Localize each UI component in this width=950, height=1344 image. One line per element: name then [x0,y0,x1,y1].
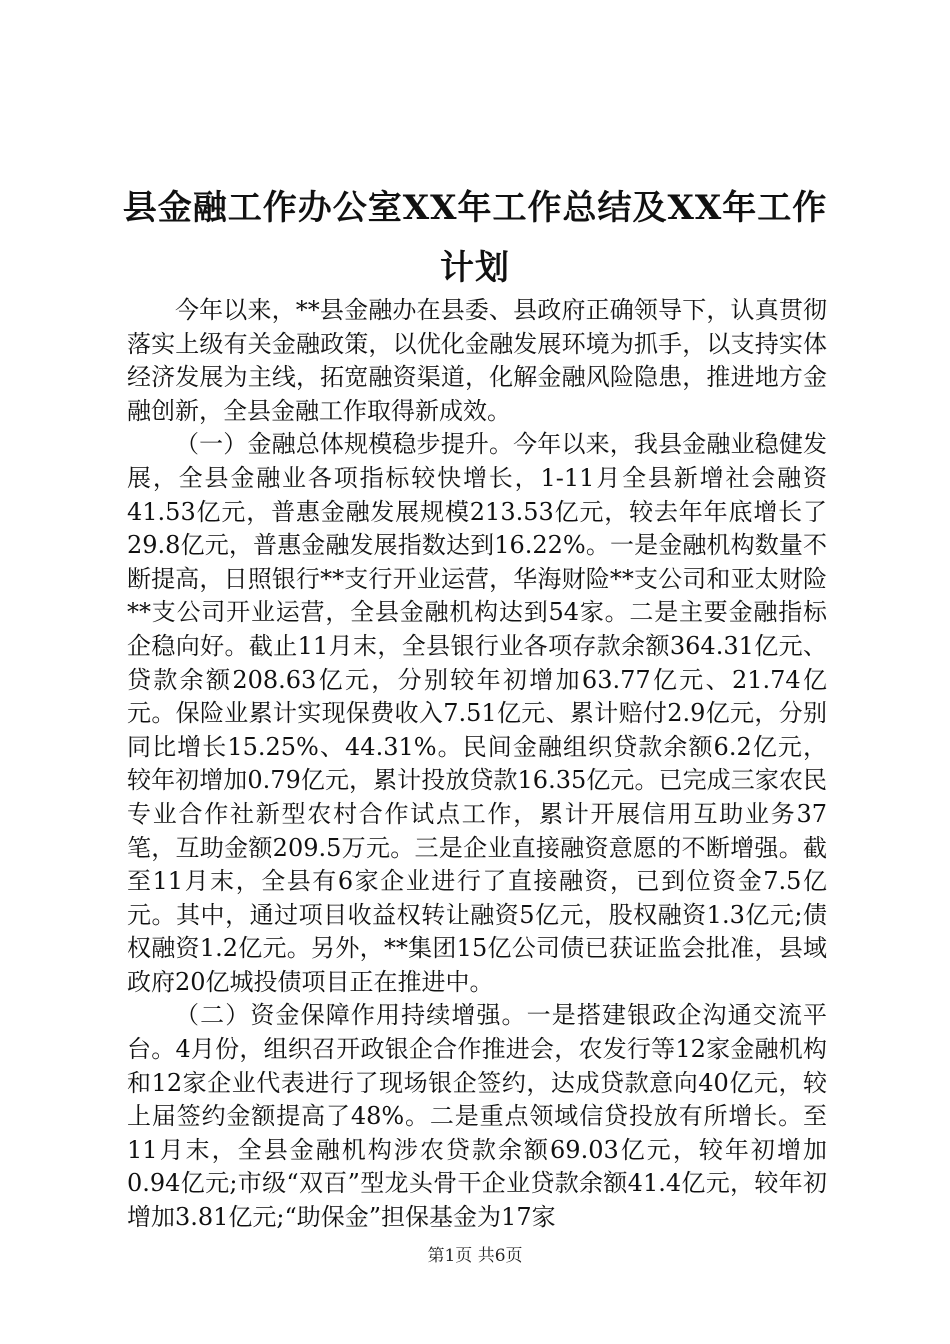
paragraph-section-2: （二）资金保障作用持续增强。一是搭建银政企沟通交流平台。4月份，组织召开政银企合作推进会，农发行等12家金融机构和12家企业代表进行了现场银企签约，达成贷款意向40亿元，较上届签约金额提高了48%。二是重点领域信贷投放有所增长。至11月末，全县金融机构涉农贷款余额69.03亿元，较年初增加0.94亿元;市级“双百”型龙头骨干企业贷款余额41.4亿元，较年初增加3.81亿元;“助保金”担保基金为17家 [127,1001,827,1232]
paragraph-section-1: （一）金融总体规模稳步提升。今年以来，我县金融业稳健发展，全县金融业各项指标较快增长，1-11月全县新增社会融资41.53亿元，普惠金融发展规模213.53亿元，较去年年底增长了29.8亿元，普惠金融发展指数达到16.22%。一是金融机构数量不断提高，日照银行**支行开业运营，华海财险**支公司和亚太财险**支公司开业运营，全县金融机构达到54家。二是主要金融指标企稳向好。截止11月末，全县银行业各项存款余额364.31亿元、贷款余额208.63亿元，分别较年初增加63.77亿元、21.74亿元。保险业累计实现保费收入7.51亿元、累计赔付2.9亿元，分别同比增长15.25%、44.31%。民间金融组织贷款余额6.2亿元，较年初增加0.79亿元，累计投放贷款16.35亿元。已完成三家农民专业合作社新型农村合作试点工作，累计开展信用互助业务37笔，互助金额209.5万元。三是企业直接融资意愿的不断增强。截至11月末，全县有6家企业进行了直接融资，已到位资金7.5亿元。其中，通过项目收益权转让融资5亿元，股权融资1.3亿元;债权融资1.2亿元。另外，**集团15亿公司债已获证监会批准，县域政府20亿城投债项目正在推进中。 [127,430,827,996]
page-footer: 第1页 共6页 [427,1246,523,1266]
document-title: 县金融工作办公室XX年工作总结及XX年工作计划 [122,188,828,288]
paragraph-intro: 今年以来，**县金融办在县委、县政府正确领导下，认真贯彻落实上级有关金融政策，以优化金融发展环境为抓手，以支持实体经济发展为主线，拓宽融资渠道，化解金融风险隐患，推进地方金融创新，全县金融工作取得新成效。 [127,296,827,425]
document-body [127,294,827,1235]
